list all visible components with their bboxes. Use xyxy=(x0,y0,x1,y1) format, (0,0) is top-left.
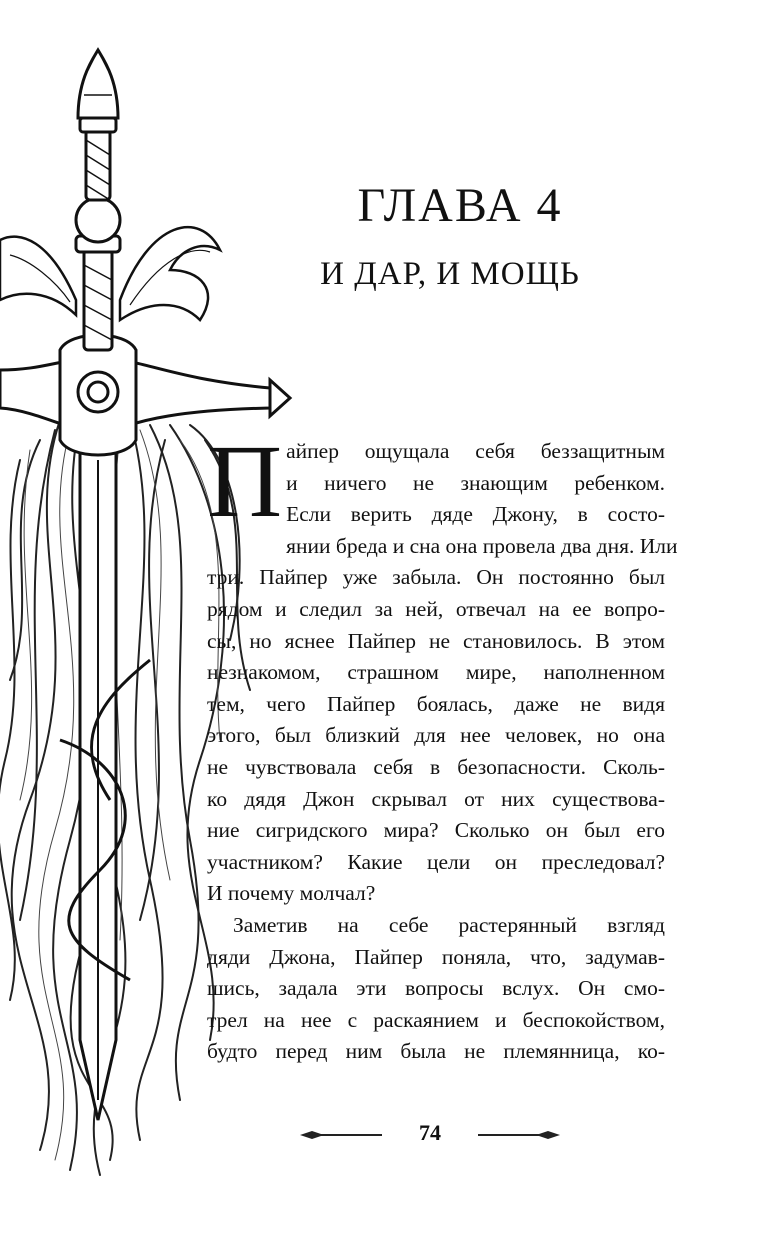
text-line: три. Пайпер уже забыла. Он постоянно был xyxy=(207,565,665,590)
text-line: незнакомом, страшном мире, наполненном xyxy=(207,660,665,685)
text-line: рядом и следил за ней, отвечал на ее вопро- xyxy=(207,596,665,621)
text-line: янии бреда и сна она провела два дня. Или xyxy=(286,533,678,558)
chapter-number: ГЛАВА 4 xyxy=(357,179,563,232)
text-line: И почему молчал? xyxy=(207,881,376,906)
chapter-title: И ДАР, И МОЩЬ xyxy=(320,256,580,292)
text-line: не чувствовала себя в безопасности. Сколь- xyxy=(207,754,665,779)
page-number: 74 xyxy=(419,1120,441,1145)
text-line: трел на нее с раскаянием и беспокойством, xyxy=(207,1007,665,1032)
body-text xyxy=(207,424,678,1068)
text-line: ние сигридского мира? Сколько он был его xyxy=(207,818,665,843)
text-line: Заметив на себе растерянный взгляд xyxy=(233,912,665,937)
text-line: тем, чего Пайпер боялась, даже не видя xyxy=(207,691,665,716)
text-line: дяди Джона, Пайпер поняла, что, задумав- xyxy=(207,944,665,969)
page-footer xyxy=(290,1120,570,1150)
text-line: ко дядя Джон скрывал от них существова- xyxy=(207,786,665,811)
text-line: этого, был близкий для нее человек, но она xyxy=(207,723,665,748)
text-line: и ничего не знающим ребенком. xyxy=(286,470,665,495)
text-line: участником? Какие цели он преследовал? xyxy=(207,849,665,874)
text-line: Если верить дяде Джону, в состо- xyxy=(286,502,665,527)
text-line: айпер ощущала себя беззащитным xyxy=(286,439,665,463)
text-line: сы, но яснее Пайпер не становилось. В этом xyxy=(207,628,665,653)
text-line: шись, задала эти вопросы вслух. Он смо- xyxy=(207,976,665,1001)
text-line: будто перед ним была не племянница, ко- xyxy=(207,1039,665,1064)
dropcap: П xyxy=(207,424,283,539)
